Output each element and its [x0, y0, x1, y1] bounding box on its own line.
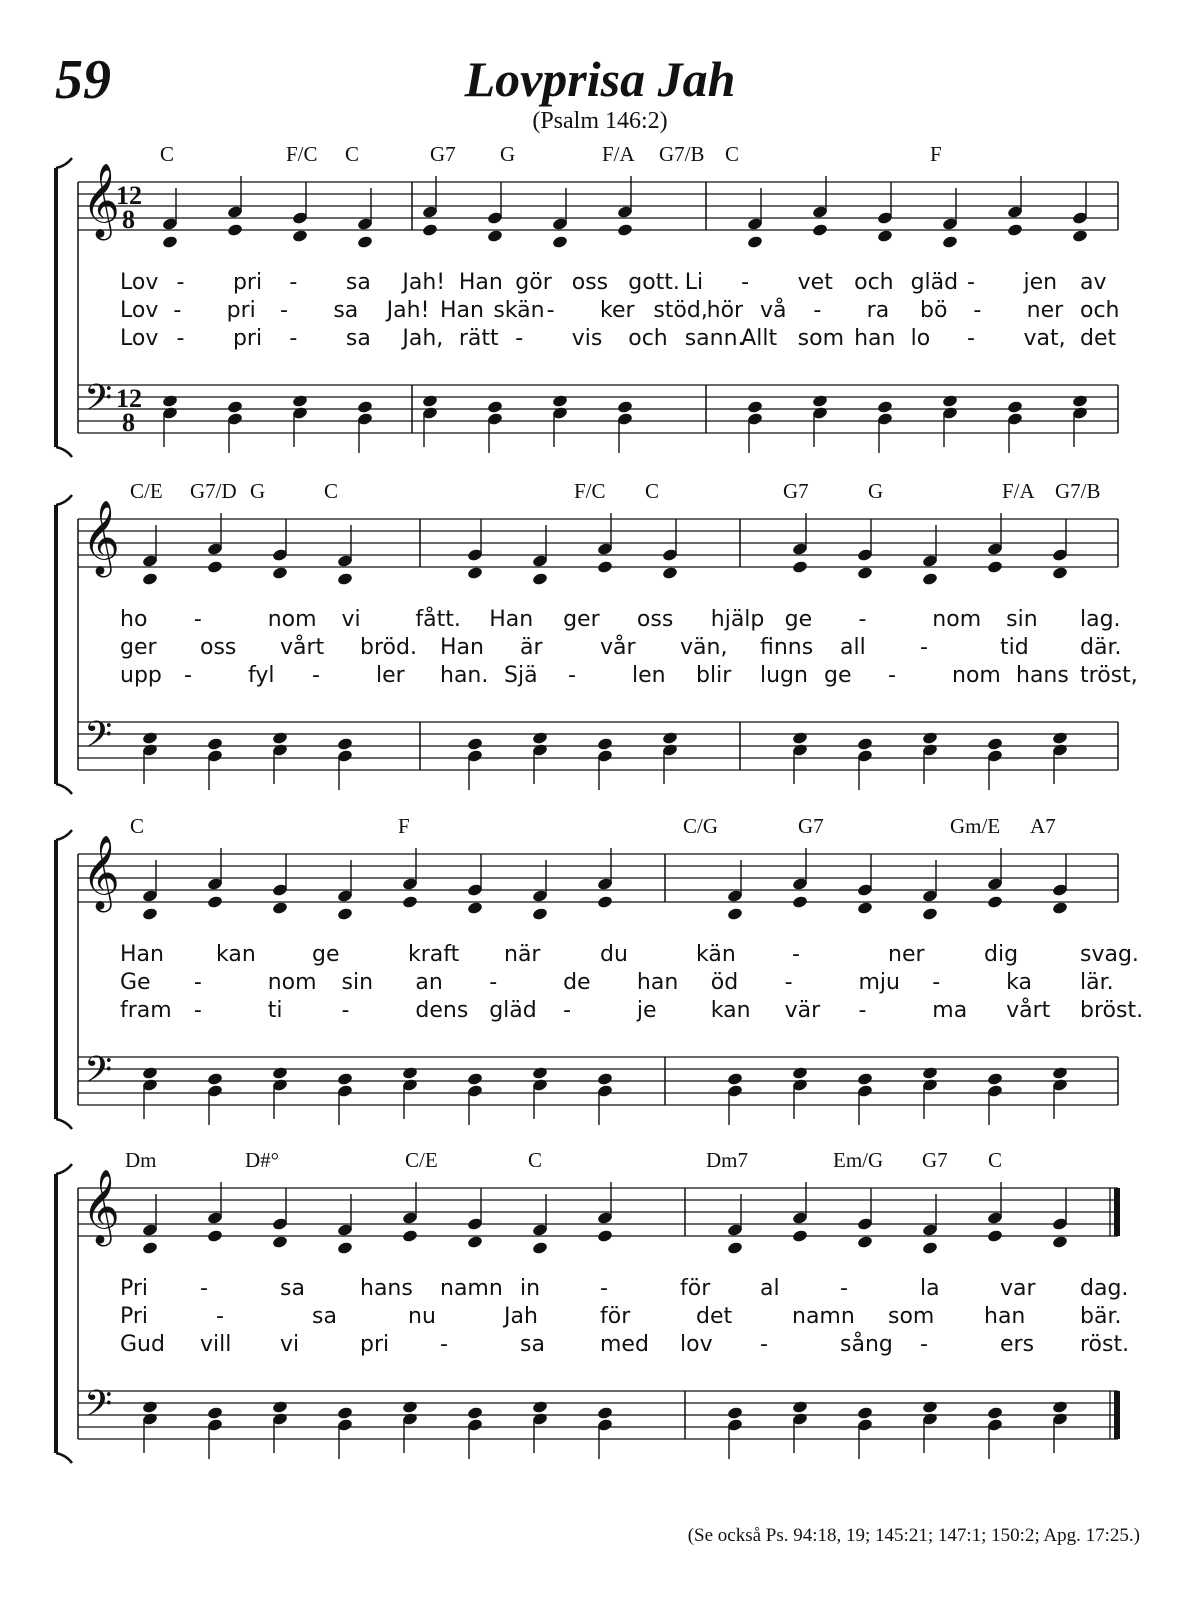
lyric-syllable: vi: [341, 607, 361, 632]
lyric-syllable: -: [289, 270, 298, 295]
lyric-syllable: dag.: [1080, 1276, 1129, 1301]
lyric-syllable: oss: [571, 270, 609, 295]
chord-symbol: F/A: [1002, 479, 1035, 503]
hymn-title: Lovprisa Jah: [464, 51, 736, 107]
lyric-syllable: ra: [866, 298, 890, 323]
lyric-syllable: -: [289, 326, 298, 351]
lyric-syllable: bö: [920, 298, 948, 323]
lyric-syllable: Han: [120, 942, 164, 967]
lyric-syllable: bröst.: [1080, 998, 1144, 1023]
lyric-syllable: och: [854, 270, 894, 295]
lyric-syllable: jen: [1023, 270, 1058, 295]
lyric-syllable: blir: [696, 663, 732, 688]
chord-symbol: C/E: [130, 479, 163, 503]
treble-note: [207, 1229, 224, 1243]
lyric-syllable: -: [568, 663, 576, 688]
chord-symbol: G7: [430, 142, 456, 166]
lyric-syllable: pri: [226, 298, 256, 323]
chord-symbol: C: [645, 479, 660, 503]
treble-clef-icon: 𝄞: [82, 165, 120, 236]
lyric-syllable: oss: [200, 635, 237, 660]
lyric-syllable: -: [176, 326, 185, 351]
chord-symbol: F/C: [286, 142, 318, 166]
lyric-syllable: Han: [440, 298, 484, 323]
lyric-syllable: -: [967, 326, 975, 351]
chord-symbol: C: [988, 1148, 1003, 1172]
bass-note: [207, 1406, 224, 1420]
lyric-syllable: ge: [824, 663, 852, 688]
lyric-syllable: Li: [684, 270, 704, 295]
lyric-syllable: gläd: [489, 998, 537, 1023]
chord-symbol: C: [528, 1148, 543, 1172]
lyric-syllable: med: [600, 1332, 649, 1357]
lyric-syllable: oss: [636, 607, 674, 632]
lyric-syllable: -: [888, 663, 896, 688]
lyric-syllable: -: [489, 970, 498, 995]
chord-symbol: G7: [922, 1148, 948, 1172]
lyric-syllable: sa: [312, 1304, 337, 1329]
bass-note: [922, 1400, 939, 1414]
chord-symbol: G7/B: [1055, 479, 1101, 503]
lyric-syllable: -: [312, 663, 320, 688]
lyric-syllable: det: [696, 1304, 733, 1329]
lyric-syllable: Lov: [120, 298, 159, 323]
lyric-syllable: la: [920, 1276, 940, 1301]
treble-note: [402, 1229, 419, 1243]
lyric-syllable: är: [520, 635, 543, 660]
lyric-syllable: skän: [493, 298, 545, 323]
lyric-syllable: nom: [932, 607, 982, 632]
lyric-syllable: Lov: [120, 326, 159, 351]
chord-symbol: F/C: [574, 479, 606, 503]
lyric-syllable: Lov: [120, 270, 159, 295]
lyric-syllable: Jah!: [402, 270, 446, 295]
lyric-syllable: namn: [792, 1304, 855, 1329]
lyric-syllable: ner: [888, 942, 925, 967]
lyric-syllable: ti: [267, 998, 283, 1023]
lyric-syllable: Pri: [120, 1276, 149, 1301]
lyric-syllable: -: [563, 998, 572, 1023]
bass-clef-icon: 𝄢: [84, 1384, 113, 1433]
chord-symbol: G7: [783, 479, 809, 503]
lyric-syllable: Jah!: [386, 298, 430, 323]
chord-symbol: D#°: [245, 1148, 280, 1172]
lyric-syllable: nom: [267, 970, 317, 995]
lyric-syllable: ner: [1026, 298, 1064, 323]
lyric-syllable: Jah,: [402, 326, 444, 351]
lyric-syllable: sa: [345, 270, 371, 295]
chord-symbol: G: [500, 142, 516, 166]
lyric-syllable: -: [440, 1332, 448, 1357]
bass-note: [597, 1406, 614, 1420]
lyric-syllable: av: [1080, 270, 1107, 295]
lyric-syllable: -: [920, 635, 928, 660]
lyric-syllable: Gud: [120, 1332, 165, 1357]
lyric-syllable: lär.: [1080, 970, 1114, 995]
treble-note: [337, 1241, 354, 1255]
lyric-syllable: pri: [232, 326, 263, 351]
lyric-syllable: vat,: [1023, 326, 1066, 351]
lyric-syllable: all: [840, 635, 866, 660]
lyric-syllable: det: [1080, 326, 1117, 351]
lyric-syllable: kan: [216, 942, 256, 967]
lyric-syllable: och: [1080, 298, 1120, 323]
lyric-syllable: sin: [341, 970, 374, 995]
lyric-syllable: för: [600, 1304, 631, 1329]
lyric-syllable: Han: [458, 270, 503, 295]
chord-symbol: G7/B: [659, 142, 705, 166]
lyric-syllable: där.: [1080, 635, 1122, 660]
hymn-number: 59: [55, 49, 111, 111]
lyric-syllable: stöd,: [653, 298, 708, 323]
lyric-syllable: gör: [515, 270, 552, 295]
bass-note: [142, 1400, 159, 1414]
lyric-syllable: nom: [952, 663, 1001, 688]
lyric-syllable: -: [858, 607, 867, 632]
lyric-syllable: vill: [200, 1332, 232, 1357]
lyric-syllable: sa: [345, 326, 371, 351]
lyric-syllable: nu: [408, 1304, 436, 1329]
lyric-syllable: -: [920, 1332, 928, 1357]
chord-symbol: G7: [798, 814, 824, 838]
lyric-syllable: an: [415, 970, 443, 995]
lyric-syllable: lag.: [1080, 607, 1121, 632]
lyric-syllable: vårt: [1006, 998, 1051, 1023]
lyric-syllable: ge: [312, 942, 340, 967]
treble-note: [142, 1241, 159, 1255]
lyric-syllable: -: [858, 998, 867, 1023]
bass-note: [337, 1406, 354, 1420]
bracket-hook-top: [56, 1164, 72, 1174]
bass-time-sig-denominator: 8: [122, 408, 135, 437]
lyric-syllable: finns: [760, 635, 814, 660]
bass-note: [532, 1400, 549, 1414]
lyric-syllable: -: [840, 1276, 848, 1301]
lyric-syllable: -: [193, 607, 202, 632]
lyric-syllable: ma: [932, 998, 968, 1023]
lyric-syllable: sång: [840, 1332, 893, 1357]
treble-time-sig-numerator: 12: [116, 181, 142, 210]
chord-symbol: Gm/E: [950, 814, 1001, 838]
lyric-syllable: när: [504, 942, 541, 967]
footer-references: (Se också Ps. 94:18, 19; 145:21; 147:1; 150:2; Apg. 17:25.): [687, 1525, 1140, 1546]
chord-symbol: Em/G: [833, 1148, 884, 1172]
final-barline-thick: [1114, 1391, 1120, 1439]
lyric-syllable: je: [636, 998, 657, 1023]
bracket-hook-bottom: [56, 1453, 72, 1463]
lyric-syllable: -: [280, 298, 288, 323]
chord-symbol: F: [930, 142, 942, 166]
lyric-syllable: han.: [440, 663, 489, 688]
lyric-syllable: len: [632, 663, 666, 688]
bass-clef-icon: 𝄢: [84, 715, 113, 764]
lyric-syllable: -: [792, 942, 800, 967]
lyric-syllable: -: [813, 298, 822, 323]
lyric-syllable: öd: [710, 970, 739, 995]
lyric-syllable: Jah: [504, 1304, 538, 1329]
lyric-syllable: sa: [333, 298, 359, 323]
lyric-syllable: sa: [280, 1276, 305, 1301]
lyric-syllable: bröd.: [360, 635, 417, 660]
chord-symbol: C: [324, 479, 339, 503]
bass-note: [1052, 1400, 1069, 1414]
treble-note: [922, 1241, 939, 1255]
lyric-syllable: mju: [858, 970, 900, 995]
lyric-syllable: de: [563, 970, 591, 995]
lyric-syllable: hans: [1016, 663, 1069, 688]
lyric-syllable: som: [797, 326, 844, 351]
lyric-syllable: fyl: [248, 663, 275, 688]
hymn-subtitle: (Psalm 146:2): [532, 108, 668, 134]
lyric-syllable: Pri: [120, 1304, 149, 1329]
chord-symbol: G: [868, 479, 884, 503]
bass-note: [792, 1400, 809, 1414]
bass-time-sig-numerator: 12: [116, 384, 142, 413]
lyric-syllable: kän: [696, 942, 736, 967]
chord-symbol: C: [725, 142, 740, 166]
lyric-syllable: -: [515, 326, 524, 351]
lyric-syllable: pri: [232, 270, 263, 295]
lyric-syllable: tröst,: [1080, 663, 1138, 688]
lyric-syllable: hans: [360, 1276, 413, 1301]
lyric-syllable: vis: [571, 326, 603, 351]
treble-note: [597, 1229, 614, 1243]
chord-symbol: C: [130, 814, 145, 838]
chord-symbol: A7: [1030, 814, 1056, 838]
treble-note: [272, 1235, 289, 1249]
lyric-syllable: vå: [760, 298, 787, 323]
lyric-syllable: -: [176, 270, 185, 295]
treble-clef-icon: 𝄞: [82, 502, 120, 573]
lyric-syllable: -: [184, 663, 192, 688]
lyric-syllable: dens: [415, 998, 469, 1023]
lyric-syllable: nom: [267, 607, 317, 632]
treble-note: [987, 1229, 1004, 1243]
lyric-syllable: han: [636, 970, 679, 995]
bass-note: [987, 1406, 1004, 1420]
lyric-syllable: vet: [797, 270, 833, 295]
lyric-syllable: Allt: [741, 326, 778, 351]
lyric-syllable: kan: [710, 998, 751, 1023]
lyric-syllable: sa: [520, 1332, 545, 1357]
chord-symbol: C/G: [683, 814, 719, 838]
bass-clef-icon: 𝄢: [84, 378, 113, 427]
treble-time-sig-denominator: 8: [122, 205, 135, 234]
chord-symbol: Dm: [125, 1148, 157, 1172]
treble-note: [532, 1241, 549, 1255]
lyric-syllable: ler: [376, 663, 405, 688]
lyric-syllable: -: [932, 970, 941, 995]
bass-note: [727, 1406, 744, 1420]
chord-symbol: C: [160, 142, 175, 166]
lyric-syllable: -: [341, 998, 350, 1023]
final-barline-thick: [1114, 1188, 1120, 1236]
chord-symbol: C: [345, 142, 360, 166]
treble-clef-icon: 𝄞: [82, 1171, 120, 1242]
chord-symbol: F/A: [602, 142, 635, 166]
lyric-syllable: upp: [120, 663, 162, 688]
lyric-syllable: Han: [489, 607, 534, 632]
lyric-syllable: Sjä: [504, 663, 538, 688]
lyric-syllable: vär: [784, 998, 821, 1023]
lyric-syllable: vän,: [680, 635, 728, 660]
lyric-syllable: Han: [440, 635, 484, 660]
lyric-syllable: -: [193, 998, 202, 1023]
lyric-syllable: -: [973, 298, 982, 323]
lyric-syllable: lov: [680, 1332, 713, 1357]
lyric-syllable: var: [1000, 1276, 1036, 1301]
lyric-syllable: in: [520, 1276, 541, 1301]
chord-symbol: G: [250, 479, 266, 503]
lyric-syllable: -: [173, 298, 182, 323]
lyric-syllable: -: [193, 970, 202, 995]
lyric-syllable: al: [760, 1276, 780, 1301]
lyric-syllable: gott.: [628, 270, 680, 295]
bass-note: [402, 1400, 419, 1414]
lyric-syllable: gläd: [910, 270, 959, 295]
lyric-syllable: -: [760, 1332, 768, 1357]
treble-clef-icon: 𝄞: [82, 837, 120, 908]
lyric-syllable: du: [600, 942, 628, 967]
lyric-syllable: -: [741, 270, 750, 295]
lyric-syllable: pri: [360, 1332, 390, 1357]
lyric-syllable: han: [854, 326, 896, 351]
chord-symbol: C/E: [405, 1148, 438, 1172]
lyric-syllable: sann.: [684, 326, 745, 351]
bass-clef-icon: 𝄢: [84, 1050, 113, 1099]
lyric-syllable: ho: [120, 607, 148, 632]
lyric-syllable: ger: [120, 635, 157, 660]
lyric-syllable: och: [628, 326, 668, 351]
bass-note: [857, 1406, 874, 1420]
lyric-syllable: -: [546, 298, 555, 323]
treble-note: [792, 1229, 809, 1243]
lyric-syllable: -: [967, 270, 975, 295]
lyric-syllable: kraft: [408, 942, 460, 967]
lyric-syllable: hör: [706, 298, 744, 323]
lyric-syllable: hjälp: [710, 607, 765, 632]
lyric-syllable: ger: [563, 607, 600, 632]
lyric-syllable: -: [216, 1304, 224, 1329]
lyric-syllable: Ge: [120, 970, 151, 995]
treble-note: [727, 1241, 744, 1255]
lyric-syllable: ers: [1000, 1332, 1035, 1357]
lyric-syllable: röst.: [1080, 1332, 1130, 1357]
lyric-syllable: för: [680, 1276, 711, 1301]
lyric-syllable: rätt: [458, 326, 499, 351]
chord-symbol: G7/D: [190, 479, 237, 503]
treble-note: [857, 1235, 874, 1249]
lyric-syllable: lo: [910, 326, 931, 351]
lyric-syllable: -: [784, 970, 793, 995]
lyric-syllable: ker: [600, 298, 635, 323]
lyric-syllable: vårt: [280, 635, 325, 660]
lyric-syllable: vår: [600, 635, 636, 660]
treble-note: [467, 1235, 484, 1249]
lyric-syllable: fått.: [415, 607, 461, 632]
lyric-syllable: lugn: [760, 663, 808, 688]
lyric-syllable: -: [200, 1276, 208, 1301]
lyric-syllable: som: [888, 1304, 935, 1329]
lyric-syllable: vi: [280, 1332, 300, 1357]
lyric-syllable: namn: [440, 1276, 503, 1301]
lyric-syllable: svag.: [1080, 942, 1139, 967]
lyric-syllable: -: [600, 1276, 608, 1301]
lyric-syllable: ka: [1006, 970, 1032, 995]
lyric-syllable: ge: [784, 607, 813, 632]
lyric-syllable: han: [984, 1304, 1026, 1329]
chord-symbol: Dm7: [706, 1148, 748, 1172]
lyric-syllable: dig: [984, 942, 1019, 967]
bass-note: [272, 1400, 289, 1414]
lyric-syllable: fram: [120, 998, 172, 1023]
bass-note: [467, 1406, 484, 1420]
treble-note: [1052, 1235, 1069, 1249]
lyric-syllable: tid: [1000, 635, 1029, 660]
lyric-syllable: bär.: [1080, 1304, 1122, 1329]
lyric-syllable: sin: [1006, 607, 1038, 632]
chord-symbol: F: [398, 814, 410, 838]
